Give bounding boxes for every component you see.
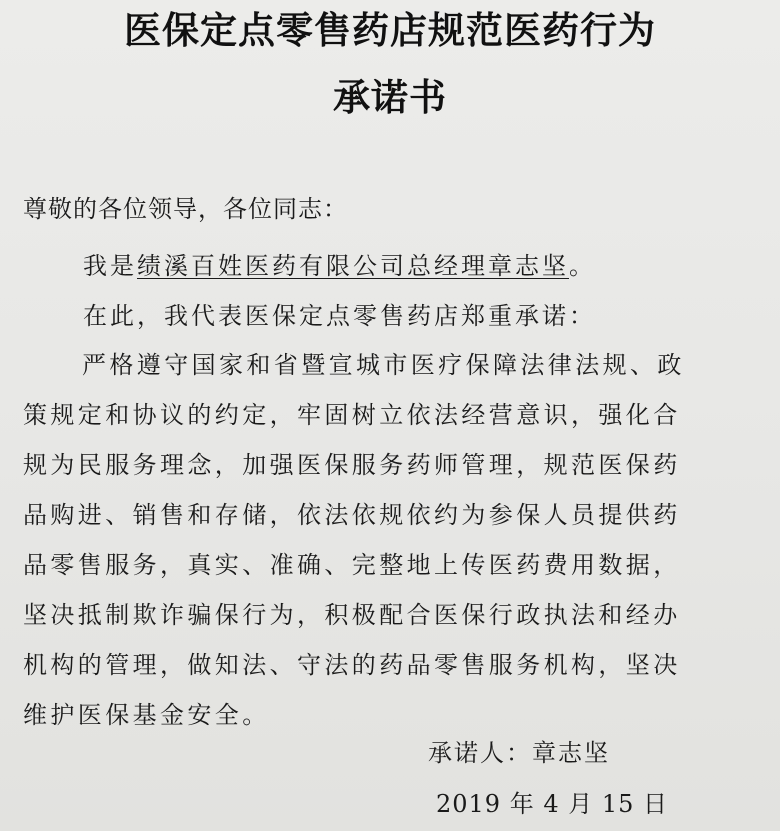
document-title-line-1: 医保定点零售药店规范医药行为 <box>124 9 656 52</box>
body-line: 维护医保基金安全。 <box>23 701 270 729</box>
body-line: 品零售服务，真实、准确、完整地上传医药费用数据， <box>23 551 681 579</box>
body-line: 品购进、销售和存储，依法依规依约为参保人员提供药 <box>23 501 681 529</box>
body-line: 策规定和协议的约定，牢固树立依法经营意识，强化合 <box>23 401 681 429</box>
intro-paragraph <box>83 254 596 278</box>
company-representative-name: 绩溪百姓医药有限公司总经理章志坚 <box>137 252 569 280</box>
intro-suffix: 。 <box>569 252 596 280</box>
body-line: 规为民服务理念，加强医保服务药师管理，规范医保药 <box>23 451 681 479</box>
document-title-line-2: 承诺书 <box>333 76 447 119</box>
intro-prefix: 我是 <box>83 252 137 280</box>
pledge-intro: 在此，我代表医保定点零售药店郑重承诺： <box>83 302 596 330</box>
date-line: 2019 年 4 月 15 日 <box>436 790 669 818</box>
body-line: 坚决抵制欺诈骗保行为，积极配合医保行政执法和经办 <box>23 601 681 629</box>
body-line: 严格遵守国家和省暨宣城市医疗保障法律法规、政 <box>82 351 685 379</box>
signer-line: 承诺人：章志坚 <box>428 739 610 767</box>
salutation: 尊敬的各位领导，各位同志： <box>23 195 348 223</box>
body-line: 机构的管理，做知法、守法的药品零售服务机构，坚决 <box>23 651 681 679</box>
